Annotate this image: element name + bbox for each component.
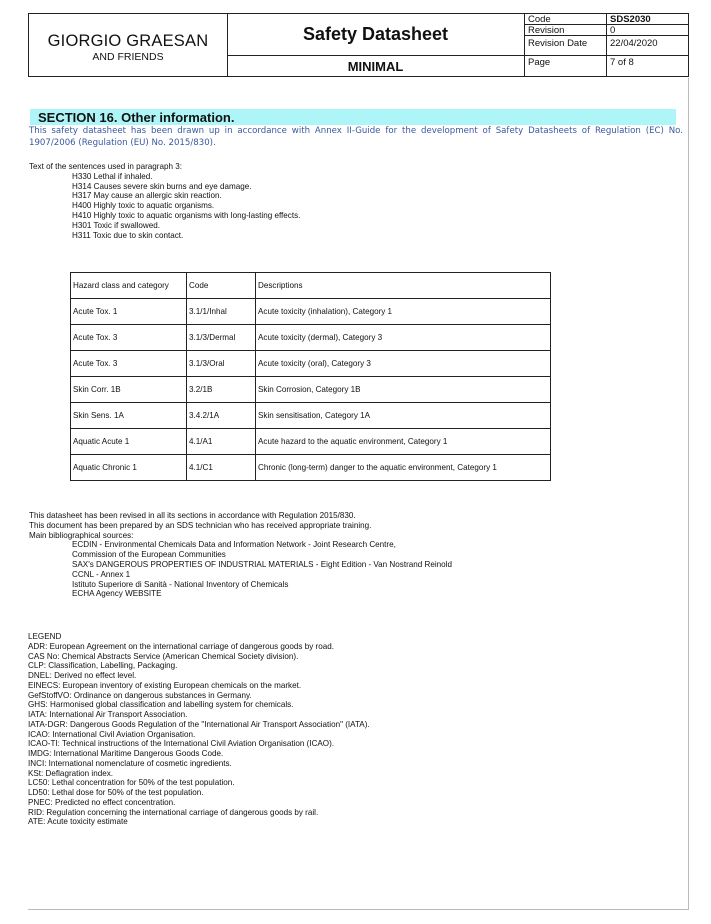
legend-item: RID: Regulation concerning the international carriage of dangerous goods by rail. xyxy=(28,807,319,817)
table-row xyxy=(71,351,551,377)
hazard-table xyxy=(70,272,551,481)
table-cell: Acute toxicity (oral), Category 3 xyxy=(256,351,551,377)
table-cell: 3.2/1B xyxy=(187,377,256,403)
meta-label: Page xyxy=(528,57,551,68)
sentences-heading: Text of the sentences used in paragraph 3: xyxy=(29,162,182,171)
sentences-block xyxy=(29,162,300,240)
legend xyxy=(28,632,370,827)
document-header xyxy=(28,13,689,77)
meta-label: Code xyxy=(528,14,551,25)
meta-value: 22/04/2020 xyxy=(610,38,658,49)
table-cell: 3.1/3/Oral xyxy=(187,351,256,377)
meta-value: 7 of 8 xyxy=(610,57,634,68)
company-name: GIORGIO GRAESAN xyxy=(47,32,209,50)
sentence-item: H311 Toxic due to skin contact. xyxy=(72,230,184,240)
table-cell: Acute toxicity (dermal), Category 3 xyxy=(256,325,551,351)
table-cell: 3.4.2/1A xyxy=(187,403,256,429)
table-cell: Skin sensitisation, Category 1A xyxy=(256,403,551,429)
legend-item: GHS: Harmonised global classification and labelling system for chemicals. xyxy=(28,700,294,710)
table-row xyxy=(71,455,551,481)
sentence-item: H400 Highly toxic to aquatic organisms. xyxy=(72,201,215,211)
table-cell: 3.1/3/Dermal xyxy=(187,325,256,351)
source-item: Istituto Superiore di Sanità - National Inventory of Chemicals xyxy=(72,579,289,589)
table-cell: Skin Corr. 1B xyxy=(71,377,187,403)
source-item: ECDIN - Environmental Chemicals Data and Information Network - Joint Research Centre, xyxy=(72,540,396,550)
sentence-item: H301 Toxic if swallowed. xyxy=(72,220,161,230)
document-title: Safety Datasheet xyxy=(227,14,525,56)
legend-item: IATA-DGR: Dangerous Goods Regulation of the "International Air Transport Association" (IATA). xyxy=(28,719,370,729)
document-subtitle: MINIMAL xyxy=(227,56,525,76)
legend-item: CAS No: Chemical Abstracts Service (American Chemical Society division). xyxy=(28,651,299,661)
revision-note: This datasheet has been revised in all its sections in accordance with Regulation 2015/830. xyxy=(29,511,356,520)
table-header-cell: Hazard class and category xyxy=(71,273,187,299)
meta-value: SDS2030 xyxy=(610,14,651,25)
meta-value: 0 xyxy=(610,25,616,36)
legend-item: LD50: Lethal dose for 50% of the test population. xyxy=(28,788,204,797)
legend-item: KSt: Deflagration index. xyxy=(28,768,114,778)
meta-row-page xyxy=(525,56,689,76)
source-item: ECHA Agency WEBSITE xyxy=(72,589,162,599)
table-cell: 3.1/1/Inhal xyxy=(187,299,256,325)
table-cell: 4.1/A1 xyxy=(187,429,256,455)
legend-item: EINECS: European inventory of existing European chemicals on the market. xyxy=(28,680,302,690)
section-heading xyxy=(30,109,676,125)
table-header-cell: Code xyxy=(187,273,256,299)
page-right-border xyxy=(688,78,689,910)
table-cell: Aquatic Chronic 1 xyxy=(71,455,187,481)
table-cell: Chronic (long-term) danger to the aquatic environment, Category 1 xyxy=(256,455,551,481)
legend-item: INCI: International nomenclature of cosmetic ingredients. xyxy=(28,758,232,768)
sentence-item: H330 Lethal if inhaled. xyxy=(72,171,153,181)
section-title: SECTION 16. Other information. xyxy=(38,110,235,125)
table-row xyxy=(71,325,551,351)
legend-item: ATE: Acute toxicity estimate xyxy=(28,817,128,827)
table-row xyxy=(71,403,551,429)
legend-item: ADR: European Agreement on the international carriage of dangerous goods by road. xyxy=(28,641,334,651)
table-cell: Skin Corrosion, Category 1B xyxy=(256,377,551,403)
revision-note: This document has been prepared by an SDS technician who has received appropriate training. xyxy=(29,520,372,530)
legend-item: ICAO: International Civil Aviation Organisation. xyxy=(28,729,196,739)
table-cell: Acute toxicity (inhalation), Category 1 xyxy=(256,299,551,325)
table-cell: Aquatic Acute 1 xyxy=(71,429,187,455)
table-cell: Acute Tox. 1 xyxy=(71,299,187,325)
legend-item: DNEL: Derived no effect level. xyxy=(28,671,137,680)
legend-item: LC50: Lethal concentration for 50% of the test population. xyxy=(28,778,235,788)
company-subtitle: AND FRIENDS xyxy=(92,51,164,63)
table-cell: 4.1/C1 xyxy=(187,455,256,481)
legend-item: PNEC: Predicted no effect concentration. xyxy=(28,797,176,807)
meta-row-revision xyxy=(525,25,689,36)
table-cell: Skin Sens. 1A xyxy=(71,403,187,429)
section-intro: This safety datasheet has been drawn up in accordance with Annex II-Guide for the development of Safety Datasheets of Regulation (EC) No. 1907/2006 (Regulation (EU) No. 2015/830). xyxy=(29,126,683,148)
source-item: Commission of the European Communities xyxy=(72,550,226,560)
table-row xyxy=(71,299,551,325)
meta-row-revision-date xyxy=(525,36,689,56)
legend-item: GefStoffVO: Ordinance on dangerous substances in Germany. xyxy=(28,690,252,700)
legend-item: IATA: International Air Transport Association. xyxy=(28,710,188,719)
table-row xyxy=(71,377,551,403)
source-item: SAX's DANGEROUS PROPERTIES OF INDUSTRIAL MATERIALS - Eight Edition - Van Nostrand Reinold xyxy=(72,559,452,569)
meta-label: Revision xyxy=(528,25,565,36)
table-header-row xyxy=(71,273,551,299)
legend-item: IMDG: International Maritime Dangerous Goods Code. xyxy=(28,749,224,758)
table-cell: Acute hazard to the aquatic environment, Category 1 xyxy=(256,429,551,455)
source-item: CCNL - Annex 1 xyxy=(72,569,131,579)
table-cell: Acute Tox. 3 xyxy=(71,325,187,351)
page-bottom-border xyxy=(28,909,689,910)
meta-row-code xyxy=(525,14,689,25)
legend-heading: LEGEND xyxy=(28,632,62,641)
sentence-item: H410 Highly toxic to aquatic organisms with long-lasting effects. xyxy=(72,210,301,220)
table-header-cell: Descriptions xyxy=(256,273,551,299)
revision-notes xyxy=(29,511,452,599)
legend-item: CLP: Classification, Labelling, Packaging. xyxy=(28,661,178,671)
table-row xyxy=(71,429,551,455)
document-meta xyxy=(525,14,689,76)
sentence-item: H317 May cause an allergic skin reaction. xyxy=(72,191,222,201)
table-cell: Acute Tox. 3 xyxy=(71,351,187,377)
meta-label: Revision Date xyxy=(528,38,588,49)
legend-item: ICAO-TI: Technical instructions of the International Civil Aviation Organisation (ICAO). xyxy=(28,739,335,749)
company-block xyxy=(29,14,228,76)
sentence-item: H314 Causes severe skin burns and eye damage. xyxy=(72,181,252,191)
revision-note: Main bibliographical sources: xyxy=(29,530,134,540)
